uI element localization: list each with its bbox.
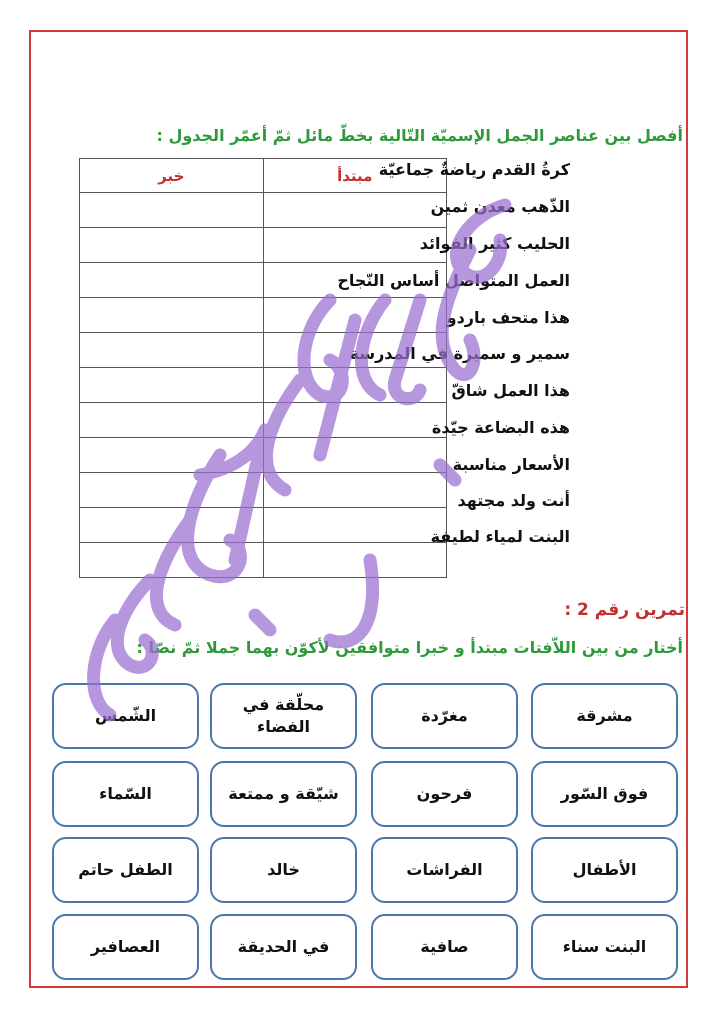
mubtada-cell[interactable]	[263, 368, 447, 403]
word-card[interactable]: فوق السّور	[531, 761, 678, 827]
answer-table	[79, 158, 447, 578]
table-row	[80, 473, 447, 508]
word-card[interactable]: السّماء	[52, 761, 199, 827]
exercise2-instruction: أختار من بين اللاّفتات مبتدأ و خبرا متوافقين لأكوّن بهما جملا ثمّ نصّا :	[136, 638, 683, 657]
word-card[interactable]: مغرّدة	[371, 683, 518, 749]
mubtada-cell[interactable]	[263, 403, 447, 438]
word-card[interactable]: محلّقة في الفضاء	[210, 683, 357, 749]
mubtada-cell[interactable]	[263, 543, 447, 578]
table-row	[80, 438, 447, 473]
sentence-7: هذا العمل شاقّ	[451, 381, 570, 400]
table-row	[80, 543, 447, 578]
sentence-9: الأسعار مناسبة	[452, 455, 570, 474]
khabar-cell[interactable]	[80, 193, 264, 228]
header-mubtada: مبتدأ	[263, 159, 447, 193]
sentence-11: البنت لمياء لطيفة	[430, 527, 570, 546]
khabar-cell[interactable]	[80, 438, 264, 473]
table-row	[80, 508, 447, 543]
khabar-cell[interactable]	[80, 543, 264, 578]
word-card[interactable]: الطفل حاتم	[52, 837, 199, 903]
sentence-4: العمل المتواصل أساس النّجاح	[337, 271, 570, 290]
table-row	[80, 193, 447, 228]
sentence-1: كرةُ القدم رياضةٌ جماعيّة	[378, 160, 570, 179]
word-card[interactable]: صافية	[371, 914, 518, 980]
word-card[interactable]: فرحون	[371, 761, 518, 827]
mubtada-cell[interactable]	[263, 508, 447, 543]
header-khabar: خبر	[80, 159, 264, 193]
sentence-2: الذّهب معدن ثمين	[430, 197, 570, 216]
word-card[interactable]: الأطفال	[531, 837, 678, 903]
exercise1-instruction: أفصل بين عناصر الجمل الإسميّة التّالية بخطّ مائل ثمّ أعمّر الجدول :	[156, 126, 683, 145]
word-card[interactable]: الشّمس	[52, 683, 199, 749]
table-row	[80, 403, 447, 438]
word-card[interactable]: خالد	[210, 837, 357, 903]
sentence-8: هذه البضاعة جيّدة	[431, 418, 570, 437]
khabar-cell[interactable]	[80, 263, 264, 298]
mubtada-cell[interactable]	[263, 193, 447, 228]
mubtada-cell[interactable]	[263, 473, 447, 508]
khabar-cell[interactable]	[80, 508, 264, 543]
word-card[interactable]: مشرقة	[531, 683, 678, 749]
khabar-cell[interactable]	[80, 368, 264, 403]
khabar-cell[interactable]	[80, 403, 264, 438]
mubtada-cell[interactable]	[263, 438, 447, 473]
word-card[interactable]: في الحديقة	[210, 914, 357, 980]
word-card[interactable]: شيّقة و ممتعة	[210, 761, 357, 827]
sentence-6: سمير و سميرة في المدرسة	[349, 344, 570, 363]
word-card[interactable]: العصافير	[52, 914, 199, 980]
khabar-cell[interactable]	[80, 333, 264, 368]
table-row	[80, 368, 447, 403]
word-card[interactable]: البنت سناء	[531, 914, 678, 980]
sentence-3: الحليب كثير الفوائد	[419, 234, 570, 253]
khabar-cell[interactable]	[80, 473, 264, 508]
khabar-cell[interactable]	[80, 228, 264, 263]
sentence-5: هذا متحف باردو	[446, 308, 570, 327]
sentence-10: أنت ولد مجتهد	[457, 491, 570, 510]
table-row	[80, 228, 447, 263]
khabar-cell[interactable]	[80, 298, 264, 333]
mubtada-cell[interactable]	[263, 298, 447, 333]
table-row	[80, 298, 447, 333]
exercise2-title: تمرين رقم 2 :	[564, 600, 685, 620]
word-card[interactable]: الفراشات	[371, 837, 518, 903]
